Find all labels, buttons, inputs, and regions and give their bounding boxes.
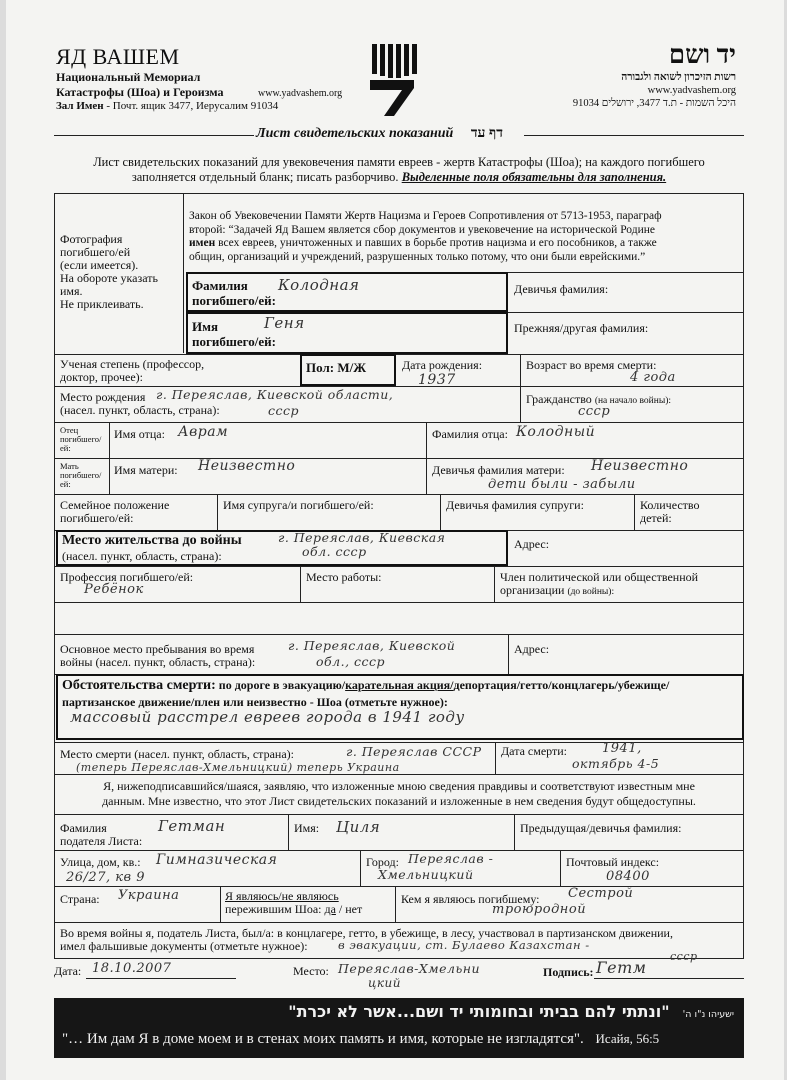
row-rule-634 [54, 634, 744, 635]
zip-value: 08400 [606, 869, 650, 884]
mother-maiden-label: Девичья фамилия матери: [432, 463, 565, 477]
mother-name-value: Неизвестно [198, 458, 296, 474]
death-date-value-1: 1941, [602, 741, 642, 756]
survivor-q2 [225, 903, 362, 916]
death-date-label: Дата смерти: [501, 744, 568, 758]
victim-surname-label-2: погибшего/ей: [192, 293, 276, 308]
country-label: Страна: [60, 892, 100, 906]
father-name-label: Имя отца: [114, 427, 165, 441]
birthplace-label-1: Место рождения [60, 390, 146, 404]
survivor-question [225, 890, 362, 916]
wartime-value-2: обл., ссср [316, 654, 386, 669]
intro-line2 [54, 170, 744, 185]
workplace-divider [494, 566, 495, 602]
mother-name-label: Имя матери: [114, 463, 178, 477]
law-p3-text: всех евреев, уничтоженных и павших в борьбе против нацизма и его пособников, а также [215, 237, 657, 249]
row-rule-814 [54, 814, 744, 815]
footer-place-value-1: Переяслав-Хмельни [338, 961, 481, 976]
survivor-q1: Я являюсь/не являюсь [225, 889, 339, 903]
country-divider [220, 886, 221, 922]
row-rule-422 [54, 422, 744, 423]
father-surname-label: Фамилия отца: [432, 427, 508, 441]
footer-date-label: Дата: [54, 964, 82, 978]
citizenship-label-text: Гражданство [526, 392, 592, 406]
victim-surname-label [192, 278, 276, 308]
submitter-name-value: Циля [336, 818, 381, 836]
submitter-surname-value: Гетман [158, 817, 226, 835]
row-rule-354 [54, 354, 744, 355]
marital-divider [217, 494, 218, 530]
quote-he-ref: ישעיהו נ"ו ה' [682, 1009, 734, 1020]
city-divider [560, 850, 561, 886]
mother-side-label: Мать погибшего/ей: [60, 461, 102, 489]
yad-vashem-logo [364, 40, 424, 120]
quote-ru-line [62, 1031, 659, 1048]
survivor-q2-text: пережившим Шоа: [225, 902, 322, 916]
relation-label: Кем я являюсь погибшему: [401, 892, 540, 906]
war-activity-value-2: ссср [670, 950, 698, 963]
law-p2: второй: “Задачей Яд Вашем является сбор документов и увековечение на исторической Родине [189, 223, 655, 236]
death-circ-opts1: по дороге в эвакуацию/ [215, 678, 346, 692]
intro-text [54, 155, 744, 185]
wartime-label [60, 643, 255, 669]
street-value-1: Гимназическая [156, 852, 278, 868]
title-rule-right [524, 135, 744, 136]
memorial-line1: Национальный Мемориал [56, 70, 201, 84]
submitter-surname-divider [288, 814, 289, 850]
member-label-1: Член политической или общественной [500, 570, 699, 584]
degree-label [60, 358, 204, 384]
form-title-he: דף עד [470, 126, 503, 141]
zip-label: Почтовый индекс: [566, 855, 660, 869]
death-place-label: Место смерти (насел. пункт, область, страна): [60, 747, 294, 761]
citizenship-note: (на начало войны): [594, 396, 672, 406]
residence-label-bold: Место жительства до войны [62, 533, 242, 548]
wartime-divider [508, 634, 509, 674]
profession-label: Профессия погибшего/ей: [60, 570, 194, 584]
footer-place-value-2: цкий [368, 976, 401, 990]
row-rule-774 [54, 774, 744, 775]
photo-l3: (если имеется). [60, 258, 139, 272]
submitter-surname-label [60, 822, 142, 848]
residence-address-label: Адрес: [514, 537, 550, 551]
submitter-name-label: Имя: [294, 821, 320, 835]
country-value: Украина [118, 888, 180, 903]
submitter-surname-label-2: подателя Листа: [60, 834, 143, 848]
birth-date-value: 1937 [418, 372, 456, 388]
death-circ-line2: партизанское движение/плен или неизвестно - Шоа (отметьте нужное): [62, 695, 448, 709]
profession-value: Ребёнок [84, 582, 144, 597]
children-label-2: детей: [640, 511, 672, 525]
war-activity-line1: Во время войны я, податель Листа, был/а: в концлагере, гетто, в убежище, в лесу, участвовал в партизанском движении, [60, 926, 673, 940]
death-circ-line1 [62, 678, 669, 694]
photo-l2: погибшего/ей [60, 245, 131, 259]
city-value-2: Хмельницкий [378, 867, 474, 882]
law-p3 [189, 237, 741, 251]
spouse-divider [440, 494, 441, 530]
residence-value-1: г. Переяслав, Киевская [278, 530, 446, 545]
father-divider [426, 422, 427, 458]
form-title-ru: Лист свидетельских показаний [256, 126, 454, 141]
marital-label-2: погибшего/ей: [60, 511, 134, 525]
residence-value-2: обл. ссср [302, 544, 367, 559]
birth-date-label: Дата рождения: [402, 358, 483, 372]
degree-label-1: Ученая степень (профессор, [60, 357, 205, 371]
photo-l1: Фотография [60, 232, 123, 246]
street-label: Улица, дом, кв.: [60, 855, 141, 869]
hall-of-names-address [56, 100, 278, 112]
law-p3-bold: имен [189, 237, 216, 249]
death-place-value-2: (теперь Переяслав-Хмельницкий) теперь Украина [76, 761, 400, 774]
wartime-label-1: Основное место пребывания во время [60, 642, 255, 656]
citizenship-value: ссср [578, 404, 611, 419]
declaration [54, 779, 744, 809]
profession-divider [300, 566, 301, 602]
website-right: www.yadvashem.org [647, 85, 736, 96]
footer-signature-rule [594, 978, 744, 979]
member-label [500, 571, 698, 599]
wartime-value-1: г. Переяслав, Киевской [288, 638, 456, 653]
memorial-line2: Катастрофы (Шоа) и Героизма [56, 85, 224, 99]
title-rule-left [54, 135, 254, 136]
row-rule-850 [54, 850, 744, 851]
maiden-bottom-rule [508, 312, 744, 313]
survivor-yes[interactable]: да [324, 902, 336, 916]
intro-line2-plain: заполняется отдельный бланк; писать разборчиво. [131, 170, 402, 184]
residence-label-sub: (насел. пункт, область, страна): [62, 549, 222, 563]
degree-label-2: доктор, прочее): [60, 370, 143, 384]
street-divider [360, 850, 361, 886]
law-bottom-rule [508, 272, 744, 273]
declaration-line2: данным. Мне известно, что этот Лист свидетельских показаний и изложенные в нем сведения будут общедоступны. [102, 794, 696, 808]
death-circ-label: Обстоятельства смерти: [62, 678, 216, 693]
marital-label [60, 499, 169, 525]
death-date-value-2: октябрь 4-5 [572, 756, 660, 771]
footer-signature-label: Подпись: [543, 965, 594, 979]
row-rule-494 [54, 494, 744, 495]
law-p4: общин, организаций и учреждений, разрушенных только потому, что они были еврейскими.” [189, 250, 646, 263]
children-label-1: Количество [640, 498, 700, 512]
row-rule-566 [54, 566, 744, 567]
mother-divider [426, 458, 427, 494]
law-p1: Закон об Увековечении Памяти Жертв Нацизма и Героев Сопротивления от 5713-1953, параграф [189, 210, 662, 222]
age-label: Возраст во время смерти: [526, 358, 657, 372]
relation-value-1: Сестрой [568, 886, 634, 901]
death-circ-opts1-under: карательная акция/ [345, 678, 454, 692]
law-text [189, 210, 741, 264]
sex-label: Пол: М/Ж [306, 360, 367, 375]
footer-date-value: 18.10.2007 [92, 961, 172, 976]
spouse-maiden-label: Девичья фамилия супруги: [446, 498, 584, 512]
survivor-no[interactable]: / нет [335, 902, 363, 916]
father-side-label: Отец погибшего/ей: [60, 425, 102, 453]
photo-l5: имя. [60, 284, 83, 298]
marital-label-1: Семейное положение [60, 498, 170, 512]
relation-value-2: троюродной [492, 902, 587, 917]
he-line1: רשות הזיכרון לשואה ולגבורה [621, 72, 736, 83]
he-line3: היכל השמות - ת.ד 3477, ירושלים 91034 [572, 98, 736, 109]
father-surname-value: Колодный [516, 424, 596, 440]
workplace-label: Место работы: [306, 570, 382, 584]
photo-instructions [60, 233, 180, 311]
victim-prev-name-label: Прежняя/другая фамилия: [514, 321, 649, 335]
war-activity-line2: имел фальшивые документы (отметьте нужное): [60, 939, 308, 953]
member-note: (до войны): [567, 587, 615, 597]
war-activity-value-1: в эвакуации, ст. Булаево Казахстан - [338, 938, 590, 952]
testimony-form-page [6, 0, 784, 1080]
birth-date-age-divider [520, 354, 521, 386]
submitter-name-divider [514, 814, 515, 850]
victim-name-label-2: погибшего/ей: [192, 334, 276, 349]
intro-line1: Лист свидетельских показаний для увековечения памяти евреев - жертв Катастрофы (Шоа); на каждого погибшего [93, 155, 705, 169]
photo-divider [183, 193, 184, 353]
row-rule-886 [54, 886, 744, 887]
website-left: www.yadvashem.org [258, 88, 343, 99]
quote-he: "ונתתי להם בביתי ובחומותי יד ושם...אשר לא יכרת" [288, 1002, 670, 1021]
member-label-2: организации [500, 583, 565, 597]
mother-maiden-value-1: Неизвестно [591, 458, 689, 474]
declaration-line1: Я, нижеподписавшийся/шаяся, заявляю, что изложенные мною сведения правдивы и соответствуют известным мне [103, 779, 695, 793]
age-value: 4 года [630, 370, 676, 385]
footer-signature-value: Гетм [596, 958, 647, 977]
submitter-surname-label-1: Фамилия [60, 821, 107, 835]
wartime-label-2: войны (насел. пункт, область, страна): [60, 655, 256, 669]
photo-l6: Не приклеивать. [60, 297, 144, 311]
birthplace-value-1: г. Переяслав, Киевской области, [156, 387, 394, 402]
father-name-value: Аврам [178, 424, 229, 440]
victim-name-label-1: Имя [192, 319, 218, 334]
quote-he-line [288, 1002, 734, 1021]
footer-date-rule [86, 978, 236, 979]
victim-surname-label-1: Фамилия [192, 278, 248, 293]
form-title [256, 126, 503, 142]
row-rule-602 [54, 602, 744, 603]
residence-label [62, 533, 242, 564]
submitter-prev-label: Предыдущая/девичья фамилия: [520, 821, 682, 835]
quote-ru: "… Им дам Я в доме моем и в стенах моих память и имя, которые не изгладятся". [62, 1031, 584, 1047]
children-divider [634, 494, 635, 530]
death-circ-opts1-rest: депортация/гетто/концлагерь/убежище/ [453, 678, 670, 692]
street-value-2: 26/27, кв 9 [66, 870, 145, 885]
children-label [640, 499, 699, 525]
victim-name-value: Геня [264, 314, 305, 332]
hall-names-label: Зал Имен [56, 100, 104, 112]
victim-maiden-label: Девичья фамилия: [514, 282, 609, 296]
quote-ru-ref: Исайя, 56:5 [595, 1031, 660, 1046]
photo-l4: На обороте указать [60, 271, 158, 285]
survivor-divider [395, 886, 396, 922]
death-circ-value: массовый расстрел евреев города в 1941 году [70, 708, 465, 726]
postal-address: - Почт. ящик 3477, Иерусалим 91034 [103, 100, 279, 112]
victim-surname-value: Колодная [278, 276, 360, 294]
death-date-divider [495, 742, 496, 774]
spouse-name-label: Имя супруга/и погибшего/ей: [223, 498, 374, 512]
footer-place-label: Место: [293, 964, 329, 978]
wartime-address-label: Адрес: [514, 642, 550, 656]
quote-banner [54, 998, 744, 1058]
mother-maiden-value-2: дети были - забыли [488, 477, 636, 492]
birthplace-value-2: ссср [268, 403, 300, 418]
death-place-value-1: г. Переяслав СССР [346, 744, 482, 759]
city-label: Город: [366, 855, 399, 869]
birthplace-label-2: (насел. пункт, область, страна): [60, 403, 220, 417]
row-rule-922 [54, 922, 744, 923]
org-name-ru: ЯД ВАШЕМ [56, 44, 180, 69]
org-name-he: יד ושם [668, 40, 736, 69]
intro-emphasis: Выделенные поля обязательны для заполнения. [401, 170, 667, 184]
citizenship-divider [520, 386, 521, 422]
city-value-1: Переяслав - [408, 851, 494, 866]
